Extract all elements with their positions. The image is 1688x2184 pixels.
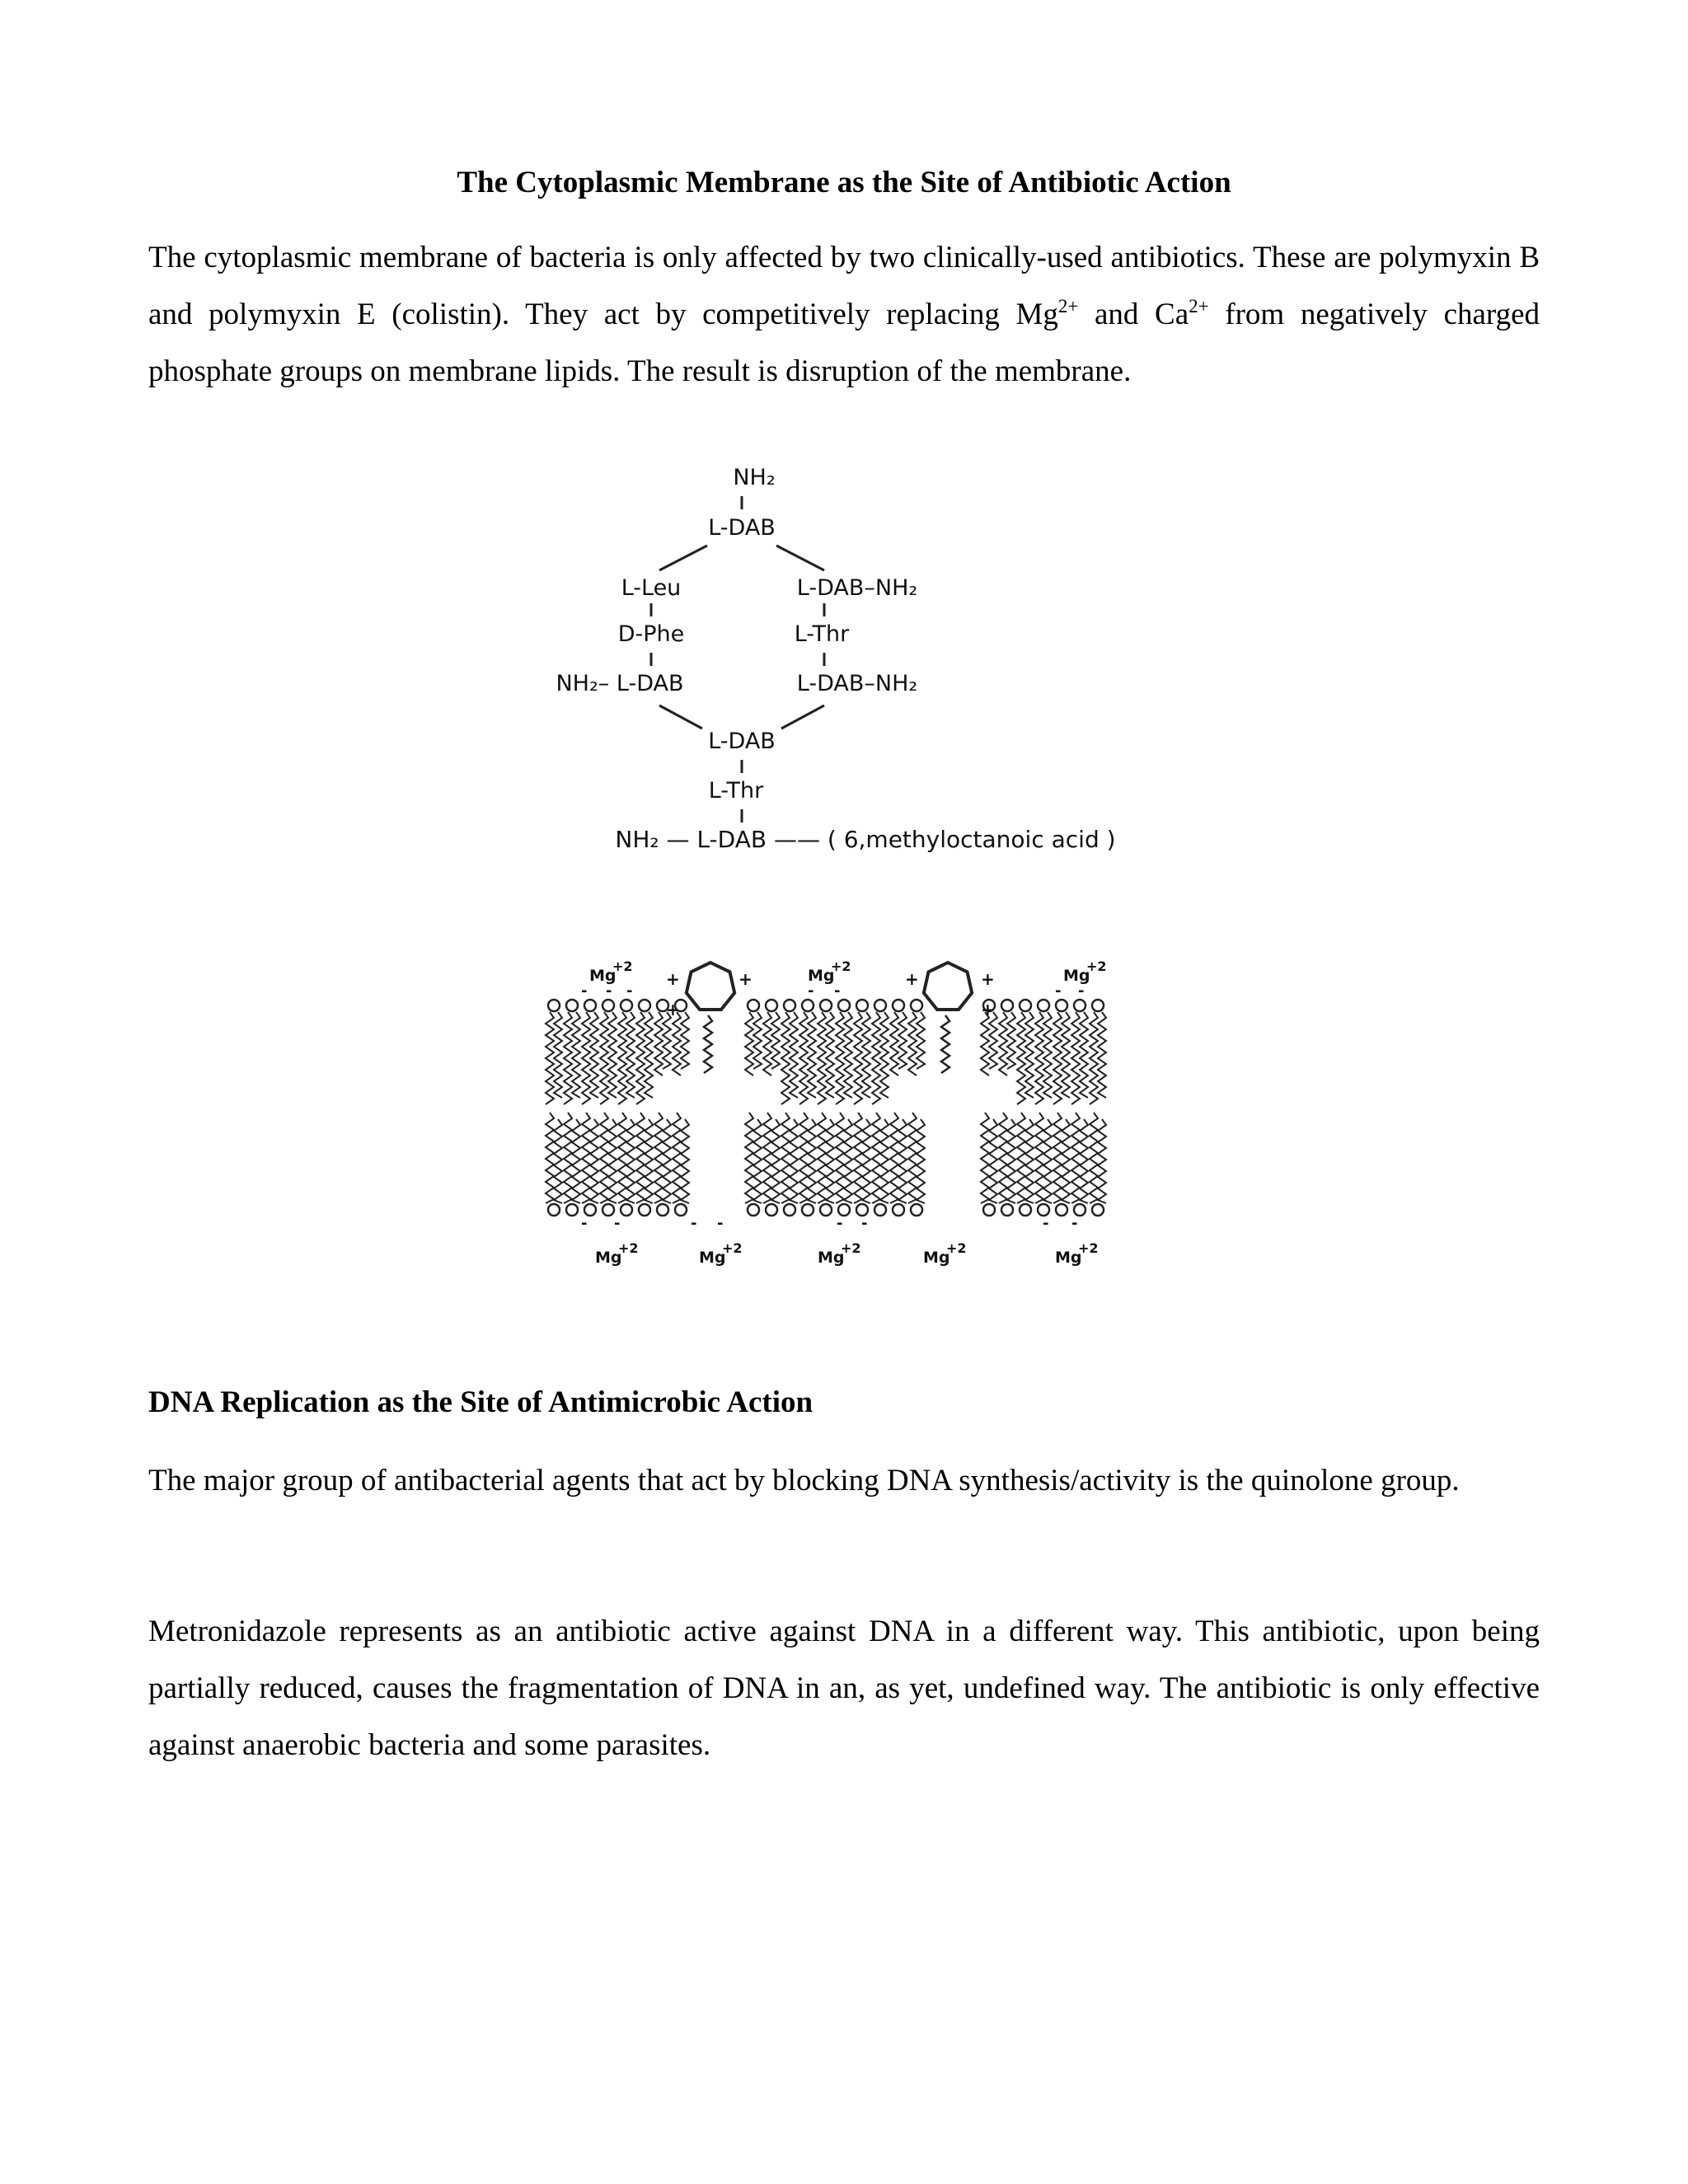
lipid-inner [600,1113,617,1216]
minus-charge: - [1071,1215,1078,1232]
membrane-paragraph-part1: The cytoplasmic membrane of bacteria is only affected by two clinically-used antibiotics. These are polymyxin B and polymyxin E (colistin). They act by competitively replacing Mg [148,241,1540,331]
minus-charge: - [717,1215,724,1232]
mg-charge-label: +2 [612,958,633,974]
mg-ion-label: Mg [808,967,835,985]
minus-charge: - [1055,982,1062,1000]
lipid-outer [546,1000,562,1104]
structure-left-phe: D-Phe [617,621,685,647]
lipid-inner [582,1113,598,1216]
lipid-outer [564,1000,580,1104]
lipid-inner [1017,1113,1034,1216]
metronidazole-paragraph: Metronidazole represents as an antibiotic active against DNA in a different way. This antibiotic, upon being partially reduced, causes the fragmentation of DNA in an, as yet, undefined way. The antibiotic is only effective against anaerobic bacteria and some parasites. [148,1615,1540,1762]
minus-charge: - [837,1215,843,1232]
lipid-inner [799,1113,816,1216]
mg-ion-label: Mg [595,1249,622,1267]
membrane-paragraph [148,229,1540,400]
minus-charge: - [626,982,633,1000]
membrane-paragraph-part3: from negatively charged phosphate groups on membrane lipids. The result is disruption of the membrane. [148,298,1540,388]
lipid-outer [1035,1000,1052,1104]
minus-charge: - [808,982,814,1000]
mg-ion-label: Mg [699,1249,726,1267]
lipid-inner [564,1113,580,1216]
lipid-outer [908,1000,925,1076]
lipid-inner [781,1113,798,1216]
minus-charge: - [614,1215,621,1232]
lipid-outer [836,1000,852,1104]
structure-right-dab1: L-DAB–NH₂ [796,575,918,601]
lipid-outer [799,1000,816,1104]
lipid-outer [745,1000,762,1076]
mg-charge-label: +2 [831,958,851,974]
lipid-outer [999,1000,1015,1076]
lipid-outer [1017,1000,1034,1104]
polymyxin-molecule [687,963,734,1073]
membrane-paragraph-part2: and Ca [1078,298,1189,331]
minus-charge: - [1043,1215,1049,1232]
lipid-inner [818,1113,834,1216]
section-heading-dna: DNA Replication as the Site of Antimicrobic Action [148,1385,814,1419]
structure-tail: NH₂ — L-DAB —— ( 6,methyloctanoic acid ) [615,826,1116,853]
lipid-outer [582,1000,598,1104]
structure-top-amine: NH₂ [733,465,776,490]
lipid-outer [618,1000,635,1104]
structure-right-dab2: L-DAB–NH₂ [796,671,918,696]
ca-superscript: 2+ [1189,296,1209,316]
lipid-inner [1090,1113,1106,1216]
lipid-outer [763,1000,780,1076]
lipid-inner [636,1113,653,1216]
lipid-inner [654,1113,671,1216]
mg-charge-label: +2 [841,1240,861,1256]
plus-charge: + [981,1000,995,1019]
structure-left-dab: NH₂– L-DAB [556,671,684,696]
mg-charge-label: +2 [722,1240,743,1256]
lipid-outer [600,1000,617,1104]
plus-charge: + [666,969,680,989]
plus-charge: + [666,1000,680,1019]
mg-ion-label: Mg [1063,967,1090,985]
lipid-outer [1053,1000,1070,1104]
lipid-outer [636,1000,653,1104]
structure-bottom-dab: L-DAB [708,729,776,754]
plus-charge: + [981,969,995,989]
lipid-inner [673,1113,689,1216]
section-title-membrane: The Cytoplasmic Membrane as the Site of Antibiotic Action [457,166,1231,199]
mg-superscript: 2+ [1057,296,1079,316]
lipid-outer [854,1000,870,1104]
mg-charge-label: +2 [1086,958,1107,974]
structure-top-dab: L-DAB [708,515,776,541]
structure-bottom-thr: L-Thr [708,778,764,804]
minus-charge: - [1078,982,1085,1000]
polymyxin-structure-diagram [0,453,1688,865]
quinolone-paragraph: The major group of antibacterial agents that act by blocking DNA synthesis/activity is the quinolone group. [148,1464,1460,1497]
lipid-outer [781,1000,798,1104]
minus-charge: - [581,1215,588,1232]
mg-charge-label: +2 [1078,1240,1099,1256]
minus-charge: - [581,982,588,1000]
lipid-inner [763,1113,780,1216]
minus-charge: - [861,1215,868,1232]
mg-ion-label: Mg [1055,1249,1082,1267]
lipid-outer [1090,1000,1106,1104]
minus-charge: - [834,982,841,1000]
mg-ion-label: Mg [818,1249,845,1267]
lipid-inner [745,1113,762,1216]
membrane-bilayer-diagram [0,948,1688,1294]
lipid-outer [818,1000,834,1104]
lipid-bilayer [546,1000,1106,1216]
lipid-inner [1071,1113,1088,1216]
lipid-inner [981,1113,997,1216]
mg-ion-label: Mg [923,1249,950,1267]
minus-charge: - [691,1215,697,1232]
mg-charge-label: +2 [946,1240,967,1256]
lipid-outer [872,1000,889,1104]
lipid-inner [999,1113,1015,1216]
lipid-inner [618,1113,635,1216]
lipid-outer [890,1000,907,1076]
plus-charge: + [738,969,753,989]
membrane-ion-labels [581,958,1107,1267]
lipid-outer [1071,1000,1088,1104]
structure-left-leu: L-Leu [621,575,682,601]
mg-charge-label: +2 [618,1240,639,1256]
structure-right-thr: L-Thr [794,621,850,647]
lipid-inner [890,1113,907,1216]
lipid-inner [836,1113,852,1216]
plus-charge: + [905,969,919,989]
lipid-inner [1035,1113,1052,1216]
lipid-inner [872,1113,889,1216]
lipid-inner [1053,1113,1070,1216]
polymyxin-molecule [924,963,972,1073]
lipid-inner [908,1113,925,1216]
lipid-inner [854,1113,870,1216]
mg-ion-label: Mg [589,967,617,985]
minus-charge: - [606,982,612,1000]
lipid-inner [546,1113,562,1216]
